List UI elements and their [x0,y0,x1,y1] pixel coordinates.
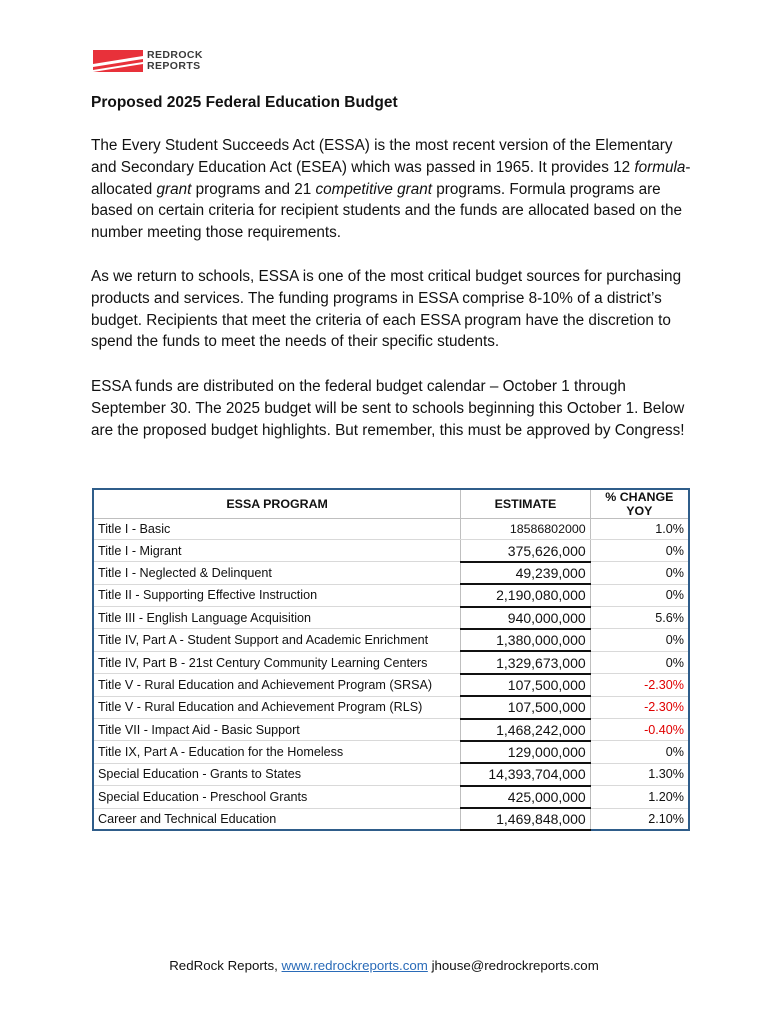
change-cell: 0% [590,540,689,562]
change-cell: 1.0% [590,519,689,540]
estimate-cell: 1,380,000,000 [461,629,590,651]
estimate-cell: 2,190,080,000 [461,584,590,606]
estimate-cell: 940,000,000 [461,607,590,629]
change-cell: 0% [590,741,689,763]
table-row [93,763,689,785]
table-row [93,540,689,562]
p1-text-c: -allocated [91,158,691,198]
estimate-cell: 129,000,000 [461,741,590,763]
header-essa-program: ESSA PROGRAM [93,489,461,519]
program-cell: Special Education - Grants to States [93,763,461,785]
program-cell: Title IX, Part A - Education for the Homeless [93,741,461,763]
estimate-cell: 375,626,000 [461,540,590,562]
change-cell: -2.30% [590,674,689,696]
table-row [93,607,689,629]
footer-email: jhouse@redrockreports.com [431,958,599,973]
change-cell: 5.6% [590,607,689,629]
table-row [93,696,689,718]
program-cell: Title VII - Impact Aid - Basic Support [93,719,461,741]
estimate-cell: 1,468,242,000 [461,719,590,741]
redrock-logo-mark-icon [93,50,143,74]
change-cell: 0% [590,584,689,606]
change-cell: 0% [590,562,689,584]
logo-wordmark [147,50,203,72]
page-footer [0,958,768,973]
p1-italic-grant: grant [156,180,192,198]
header-estimate: ESTIMATE [461,489,590,519]
essa-budget-table [92,488,690,831]
program-cell: Special Education - Preschool Grants [93,786,461,808]
program-cell: Career and Technical Education [93,808,461,830]
logo-line-2: REPORTS [147,60,201,72]
estimate-cell: 49,239,000 [461,562,590,584]
program-cell: Title IV, Part A - Student Support and Academic Enrichment [93,629,461,651]
logo-line-1: REDROCK [147,49,203,61]
table-row [93,808,689,830]
program-cell: Title V - Rural Education and Achievement Program (RLS) [93,696,461,718]
paragraph-budget-sources: As we return to schools, ESSA is one of the most critical budget sources for purchasing products and services. The funding programs in ESSA comprise 8-10% of a district’s budget. Recipients that meet the criteria of each ESSA program have the discretion to spend the funds to meet the needs of their specific students. [91,268,682,351]
estimate-cell: 14,393,704,000 [461,763,590,785]
p1-text-a: The Every Student Succeeds Act (ESSA) is the most recent version of the Elementary and Secondary Education Act (ESEA) which was passed in 1965. It provides 12 [91,137,673,176]
p1-text-e: programs and 21 [191,180,316,198]
p1-text-g: programs. Formula programs are based on certain criteria for recipient students and the funds are allocated based on the number meeting those requirements. [91,180,683,242]
change-cell: 1.20% [590,786,689,808]
change-cell: -2.30% [590,696,689,718]
program-cell: Title I - Migrant [93,540,461,562]
table-row [93,786,689,808]
estimate-cell: 425,000,000 [461,786,590,808]
estimate-cell: 18586802000 [461,519,590,540]
program-cell: Title I - Neglected & Delinquent [93,562,461,584]
document-title: Proposed 2025 Federal Education Budget [91,94,398,111]
table-row [93,562,689,584]
table-row [93,674,689,696]
change-cell: 0% [590,651,689,673]
change-cell: -0.40% [590,719,689,741]
table-header-row [93,489,689,519]
footer-company: RedRock Reports, [169,958,278,973]
header-change-yoy: % CHANGE YOY [590,489,689,519]
program-cell: Title III - English Language Acquisition [93,607,461,629]
program-cell: Title I - Basic [93,519,461,540]
change-cell: 1.30% [590,763,689,785]
estimate-cell: 107,500,000 [461,674,590,696]
table-row [93,584,689,606]
paragraph-essa-intro [91,135,691,244]
program-cell: Title V - Rural Education and Achievement Program (SRSA) [93,674,461,696]
program-cell: Title IV, Part B - 21st Century Community Learning Centers [93,651,461,673]
table-row [93,629,689,651]
program-cell: Title II - Supporting Effective Instruction [93,584,461,606]
redrock-logo [93,48,223,76]
table-row [93,719,689,741]
change-cell: 2.10% [590,808,689,830]
p1-italic-formula: formula [634,158,686,176]
p1-italic-competitive-grant: competitive grant [315,180,432,198]
table-row [93,519,689,540]
table-row [93,651,689,673]
estimate-cell: 107,500,000 [461,696,590,718]
footer-website-link[interactable]: www.redrockreports.com [281,958,428,973]
paragraph-budget-calendar: ESSA funds are distributed on the federal budget calendar – October 1 through September 30. The 2025 budget will be sent to schools beginning this October 1. Below are the proposed budget highlights. But remember, this must be approved by Congress! [91,378,685,439]
change-cell: 0% [590,629,689,651]
estimate-cell: 1,329,673,000 [461,651,590,673]
estimate-cell: 1,469,848,000 [461,808,590,830]
table-row [93,741,689,763]
